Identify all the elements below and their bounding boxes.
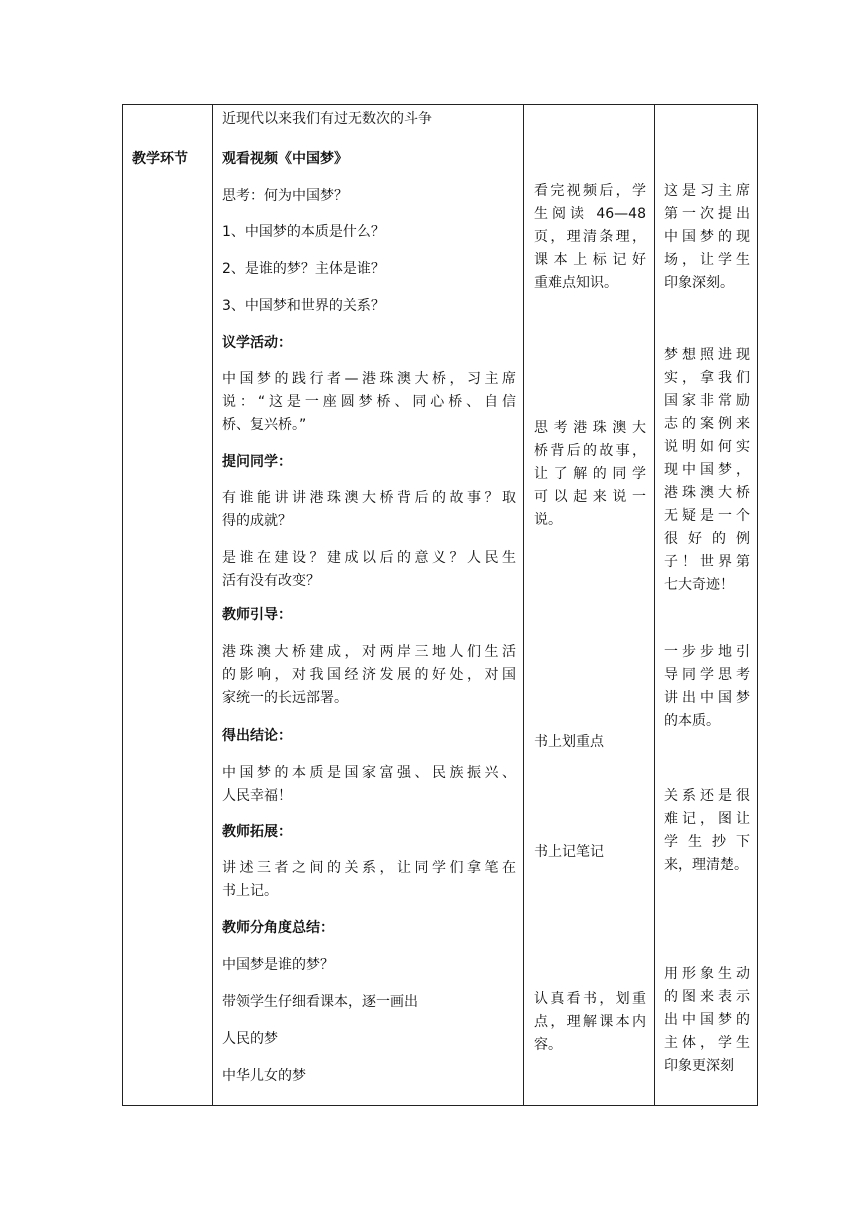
content-heading-conclusion: 得出结论： (222, 728, 292, 744)
design-intent-4: 关系还是很 难记，图让 学生抄下 来，理清楚。 (664, 788, 750, 873)
design-intent-1: 这是习主席 第一次提出 中国梦的现 场，让学生 印象深刻。 (664, 183, 750, 291)
student-activity-2: 思考港珠澳大 桥背后的故事， 让了解的同学 可以起来说一 说。 (534, 420, 646, 528)
table-border-left (122, 104, 123, 1106)
table-border-right (757, 104, 758, 1106)
student-activity-4: 书上记笔记 (534, 844, 604, 860)
table-border-col3 (654, 104, 655, 1106)
content-paragraph-extend: 讲述三者之间的关系，让同学们拿笔在 书上记。 (222, 860, 516, 899)
content-summary-guide: 带领学生仔细看课本，逐一画出 (222, 994, 418, 1010)
content-heading-summary: 教师分角度总结： (222, 920, 334, 936)
design-intent-2: 梦想照进现 实，拿我们 国家非常励 志的案例来 说明如何实 现中国梦， 港珠澳大桥 无疑是一个 很好的例 子！世界第 七大奇迹！ (664, 347, 750, 593)
content-question-3: 3、中国梦和世界的关系？ (222, 298, 385, 314)
student-activity-1: 看完视频后，学 生阅读 46—48 页，理清条理， 课本上标记好 重难点知识。 (534, 183, 646, 291)
content-summary-chinese: 中华儿女的梦 (222, 1068, 306, 1084)
content-heading-guide: 教师引导： (222, 607, 292, 623)
table-border-bottom (122, 1105, 758, 1106)
content-heading-ask: 提问同学： (222, 454, 292, 470)
student-activity-3: 书上划重点 (534, 734, 604, 750)
content-paragraph-story: 有谁能讲讲港珠澳大桥背后的故事？取 得的成就？ (222, 490, 516, 529)
content-paragraph-guide: 港珠澳大桥建成，对两岸三地人们生活 的影响，对我国经济发展的好处，对国 家统一的长远部署。 (222, 644, 516, 706)
table-border-col2 (523, 104, 524, 1106)
content-summary-question: 中国梦是谁的梦？ (222, 957, 334, 973)
table-border-col1 (212, 104, 213, 1106)
table-border-top (122, 104, 758, 105)
design-intent-5: 用形象生动 的图来表示 出中国梦的 主体，学生 印象更深刻 (664, 966, 750, 1074)
design-intent-3: 一步步地引 导同学思考 讲出中国梦 的本质。 (664, 644, 750, 729)
content-question-intro: 思考：何为中国梦？ (222, 188, 348, 204)
content-summary-people: 人民的梦 (222, 1031, 278, 1047)
content-heading-video: 观看视频《中国梦》 (222, 151, 348, 167)
content-question-2: 2、是谁的梦？主体是谁？ (222, 261, 385, 277)
content-paragraph-build: 是谁在建设？建成以后的意义？人民生 活有没有改变？ (222, 550, 516, 589)
section-label: 教学环节 (132, 151, 188, 167)
content-paragraph-conclusion: 中国梦的本质是国家富强、民族振兴、 人民幸福！ (222, 765, 516, 804)
student-activity-5: 认真看书，划重 点，理解课本内 容。 (534, 991, 646, 1053)
content-heading-activity: 议学活动： (222, 335, 292, 351)
content-question-1: 1、中国梦的本质是什么？ (222, 224, 385, 240)
content-heading-extend: 教师拓展： (222, 824, 292, 840)
content-intro: 近现代以来我们有过无数次的斗争 (222, 111, 432, 127)
content-paragraph-bridge: 中国梦的践行者—港珠澳大桥，习主席 说：“这是一座圆梦桥、同心桥、自信 桥、复兴桥。” (222, 371, 516, 433)
